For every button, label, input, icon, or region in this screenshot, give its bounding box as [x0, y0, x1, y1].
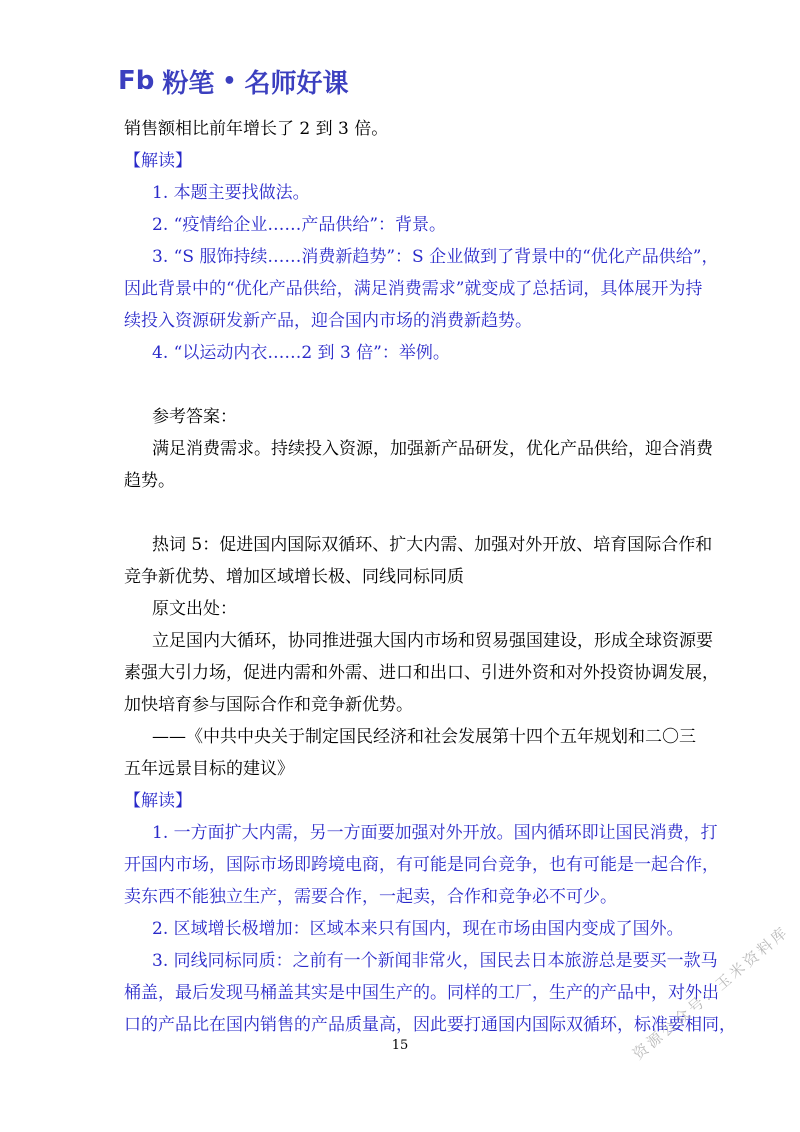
text-line: 开国内市场，国际市场即跨境电商，有可能是同台竞争，也有可能是一起合作， — [124, 855, 719, 875]
source-heading: 原文出处： — [152, 599, 237, 619]
text-line: 4. “以运动内衣……2 到 3 倍”：举例。 — [152, 343, 450, 363]
answer-heading: 参考答案： — [152, 407, 237, 427]
text-line: 趋势。 — [124, 471, 175, 491]
text-line: 加快培育参与国际合作和竞争新优势。 — [124, 695, 413, 715]
section-heading: 【解读】 — [124, 791, 192, 811]
text-line: 卖东西不能独立生产，需要合作，一起卖，合作和竞争必不可少。 — [124, 887, 617, 907]
hotword-heading: 热词 5：促进国内国际双循环、扩大内需、加强对外开放、培育国际合作和 — [152, 535, 713, 555]
text-line: 2. 区域增长极增加：区域本来只有国内，现在市场由国内变成了国外。 — [152, 919, 684, 939]
text-line: 1. 一方面扩大内需，另一方面要加强对外开放。国内循环即让国民消费，打 — [152, 823, 718, 843]
citation-line: 五年远景目标的建议》 — [124, 759, 294, 779]
text-line: 竞争新优势、增加区域增长极、同线同标同质 — [124, 567, 464, 587]
text-line: 3. 同线同标同质：之前有一个新闻非常火，国民去日本旅游总是要买一款马 — [152, 951, 718, 971]
watermark: 资源公众号：玉米资料库 — [629, 922, 793, 1064]
logo-tagline: 名师好课 — [244, 68, 349, 99]
text-line: 1. 本题主要找做法。 — [152, 183, 310, 203]
text-line: 口的产品比在国内销售的产品质量高，因此要打通国内国际双循环，标准要相同， — [124, 1015, 736, 1035]
text-line: 桶盖，最后发现马桶盖其实是中国生产的。同样的工厂，生产的产品中，对外出 — [124, 983, 719, 1003]
text-line: 续投入资源研发新产品，迎合国内市场的消费新趋势。 — [124, 311, 532, 331]
text-line: 因此背景中的“优化产品供给，满足消费需求”就变成了总括词，具体展开为持 — [124, 279, 703, 299]
text-line: 2. “疫情给企业……产品供给”：背景。 — [152, 215, 447, 235]
text-line: 销售额相比前年增长了 2 到 3 倍。 — [124, 119, 389, 139]
fenbi-logo-icon — [118, 66, 154, 96]
logo-fb: Fb — [118, 66, 155, 96]
logo — [118, 64, 348, 98]
text-line: 素强大引力场，促进内需和外需、进口和出口、引进外资和对外投资协调发展， — [124, 663, 719, 683]
text-line: 立足国内大循环，协同推进强大国内市场和贸易强国建设，形成全球资源要 — [152, 631, 713, 651]
section-heading: 【解读】 — [124, 151, 192, 171]
text-line: 满足消费需求。持续投入资源，加强新产品研发，优化产品供给，迎合消费 — [152, 439, 713, 459]
logo-name: 粉笔 — [162, 68, 215, 99]
text-line: 3. “S 服饰持续……消费新趋势”：S 企业做到了背景中的“优化产品供给”， — [152, 247, 719, 267]
logo-dot: • — [222, 68, 237, 94]
page-number: 15 — [391, 1038, 409, 1053]
citation-line: ——《中共中央关于制定国民经济和社会发展第十四个五年规划和二〇三 — [152, 727, 696, 747]
